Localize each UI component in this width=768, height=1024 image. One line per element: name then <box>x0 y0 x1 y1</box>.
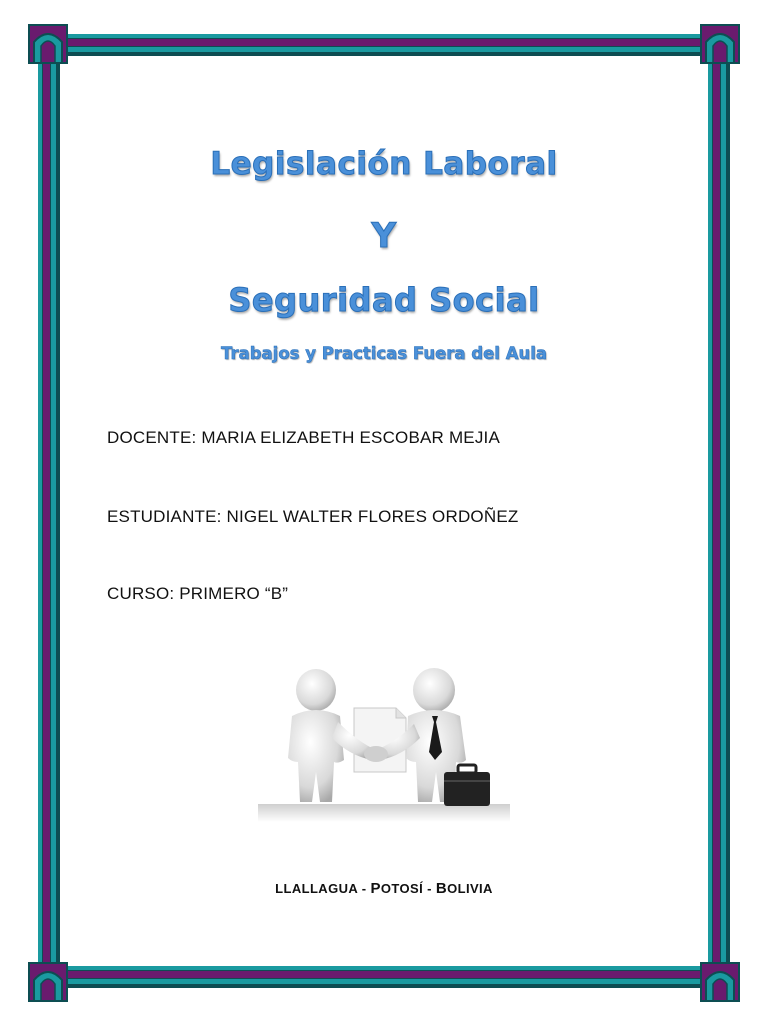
footer-separator: - <box>423 881 436 896</box>
subtitle: Trabajos y Practicas Fuera del Aula <box>221 344 547 363</box>
location-footer <box>0 880 768 897</box>
footer-city: LLALLAGUA <box>275 881 358 896</box>
arch-ornament-icon <box>700 24 740 64</box>
border-right <box>708 44 730 980</box>
handshake-illustration <box>258 664 510 822</box>
border-bottom <box>44 966 724 988</box>
estudiante-line: ESTUDIANTE: NIGEL WALTER FLORES ORDOÑEZ <box>107 507 519 526</box>
footer-country-initial: B <box>435 880 448 897</box>
arch-ornament-icon <box>700 962 740 1002</box>
arch-ornament-icon <box>28 24 68 64</box>
title-line-2: Y <box>371 216 397 256</box>
footer-region-rest: OTOSÍ <box>380 881 424 896</box>
border-left <box>38 44 60 980</box>
footer-region-initial: P <box>370 880 381 897</box>
title-line-3: Seguridad Social <box>228 281 540 319</box>
footer-country-rest: OLIVIA <box>447 881 493 896</box>
footer-separator: - <box>357 881 371 896</box>
arch-ornament-icon <box>28 962 68 1002</box>
title-line-1: Legislación Laboral <box>210 146 558 182</box>
docente-line: DOCENTE: MARIA ELIZABETH ESCOBAR MEJIA <box>107 428 501 447</box>
curso-line: CURSO: PRIMERO “B” <box>107 584 289 603</box>
border-top <box>44 34 724 56</box>
